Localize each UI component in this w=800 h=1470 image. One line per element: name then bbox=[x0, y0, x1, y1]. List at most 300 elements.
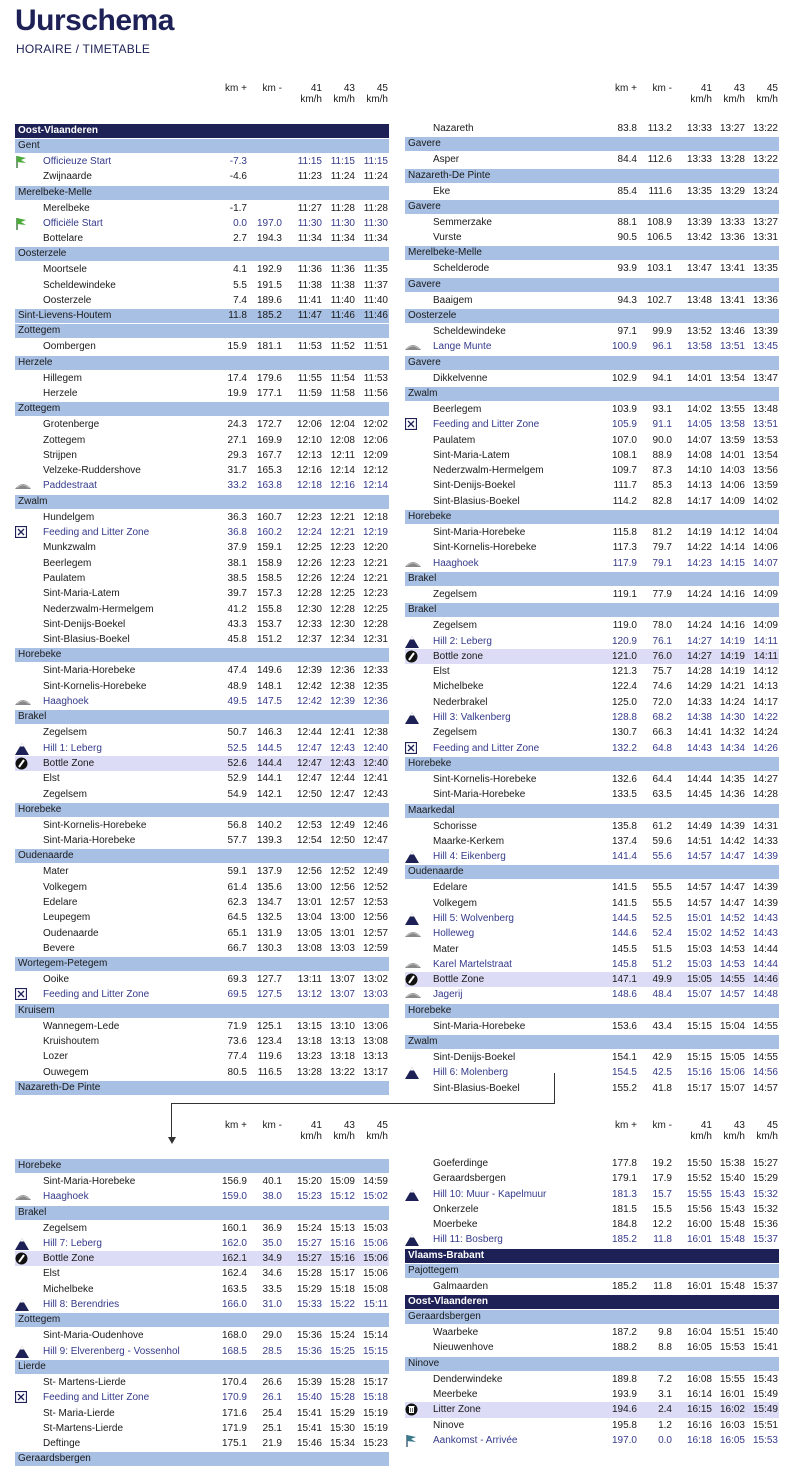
municipality-header bbox=[15, 309, 389, 323]
location-name: Scheldewindeke bbox=[433, 326, 506, 338]
time-45: 13:08 bbox=[362, 1036, 388, 1048]
municipality-name: Merelbeke-Melle bbox=[18, 186, 92, 198]
km-minus: 81.2 bbox=[652, 527, 672, 539]
km-minus: 147.5 bbox=[256, 696, 282, 708]
municipality-name: Geraardsbergen bbox=[408, 1311, 481, 1323]
time-43: 14:42 bbox=[719, 835, 745, 847]
km-plus: 147.1 bbox=[611, 974, 637, 986]
header-kmp bbox=[615, 1120, 637, 1131]
time-45: 13:13 bbox=[362, 1051, 388, 1063]
km-plus: 159.0 bbox=[221, 1191, 247, 1203]
header-label: km - bbox=[262, 1120, 282, 1131]
km-plus: -4.6 bbox=[229, 171, 247, 183]
time-41: 12:33 bbox=[296, 618, 322, 630]
km-minus: 77.9 bbox=[652, 588, 672, 600]
municipality-name: Herzele bbox=[18, 356, 53, 368]
time-43: 13:27 bbox=[719, 123, 745, 134]
time-41: 16:15 bbox=[686, 1404, 712, 1416]
timetable-row bbox=[15, 1406, 389, 1421]
time-41: 11:55 bbox=[297, 372, 322, 384]
km-plus: 130.7 bbox=[611, 727, 637, 739]
km-plus: 15.9 bbox=[227, 341, 247, 353]
time-43: 12:30 bbox=[329, 618, 355, 630]
location-name: Meerbeke bbox=[433, 1388, 478, 1400]
time-43: 16:03 bbox=[719, 1419, 745, 1431]
time-45: 11:46 bbox=[363, 310, 388, 322]
time-43: 13:58 bbox=[719, 419, 745, 431]
km-minus: 191.5 bbox=[256, 279, 282, 291]
km-plus: 187.2 bbox=[611, 1327, 637, 1339]
time-41: 12:30 bbox=[296, 603, 322, 615]
hill-icon bbox=[15, 742, 29, 755]
time-43: 12:34 bbox=[329, 634, 355, 646]
header-label: 45 bbox=[376, 1120, 388, 1131]
time-41: 12:23 bbox=[296, 511, 322, 523]
timetable-row bbox=[405, 525, 779, 540]
flow-arrow-horizontal bbox=[171, 1103, 555, 1104]
km-minus: 158.9 bbox=[256, 557, 282, 569]
location-name: Hill 1: Leberg bbox=[43, 742, 102, 754]
km-minus: 155.8 bbox=[256, 603, 282, 615]
time-45: 11:28 bbox=[363, 202, 388, 214]
location-name: Feeding and Litter Zone bbox=[43, 1392, 150, 1404]
time-41: 16:00 bbox=[686, 1219, 712, 1231]
km-plus: 155.2 bbox=[611, 1082, 637, 1094]
flow-arrow-vertical-left bbox=[171, 1103, 172, 1138]
km-minus: 68.2 bbox=[652, 712, 672, 724]
km-plus: 109.7 bbox=[611, 465, 637, 477]
time-45: 12:25 bbox=[362, 603, 388, 615]
time-45: 14:44 bbox=[752, 943, 778, 955]
timetable-row bbox=[15, 463, 389, 478]
location-name: Hill 2: Leberg bbox=[433, 635, 492, 647]
km-plus: 65.1 bbox=[227, 927, 247, 939]
km-plus: 117.3 bbox=[612, 542, 637, 554]
timetable-row bbox=[405, 695, 779, 710]
header-label: 43 bbox=[733, 83, 745, 94]
location-name: Lange Munte bbox=[433, 341, 492, 353]
municipality-name: Brakel bbox=[408, 604, 437, 616]
time-45: 15:29 bbox=[752, 1173, 778, 1185]
time-45: 14:12 bbox=[752, 666, 778, 678]
municipality-header bbox=[405, 1264, 779, 1278]
timetable-row bbox=[15, 787, 389, 802]
timetable-row bbox=[405, 1402, 779, 1417]
km-plus: 52.5 bbox=[227, 742, 247, 754]
time-41: 14:27 bbox=[686, 650, 712, 662]
time-41: 15:41 bbox=[296, 1407, 322, 1419]
location-name: Onkerzele bbox=[433, 1203, 479, 1215]
time-41: 12:47 bbox=[296, 742, 322, 754]
time-41: 15:36 bbox=[296, 1330, 322, 1342]
location-name: Haaghoek bbox=[43, 1191, 89, 1203]
time-43: 12:44 bbox=[329, 773, 355, 785]
time-41: 15:15 bbox=[686, 1020, 712, 1032]
timetable-row bbox=[405, 494, 779, 509]
location-name: Feeding and Litter Zone bbox=[43, 527, 150, 539]
time-45: 12:59 bbox=[362, 942, 388, 954]
timetable-row bbox=[405, 1232, 779, 1247]
time-41: 14:28 bbox=[686, 666, 712, 678]
km-plus: 102.9 bbox=[611, 372, 637, 384]
timetable-row bbox=[15, 617, 389, 632]
time-45: 14:11 bbox=[753, 650, 778, 662]
time-41: 14:24 bbox=[686, 620, 712, 632]
timetable-row bbox=[405, 1187, 779, 1202]
time-41: 15:55 bbox=[686, 1188, 712, 1200]
time-43: 12:56 bbox=[329, 881, 355, 893]
timetable-row bbox=[405, 587, 779, 602]
hill-icon bbox=[405, 711, 419, 724]
cobbles-icon bbox=[15, 479, 29, 492]
km-minus: 49.9 bbox=[652, 974, 672, 986]
header-s43a bbox=[723, 1120, 745, 1142]
timetable-row bbox=[405, 1202, 779, 1217]
km-minus: 160.2 bbox=[256, 527, 282, 539]
time-45: 14:57 bbox=[752, 1082, 778, 1094]
time-41: 14:05 bbox=[686, 419, 712, 431]
header-label: 45 bbox=[766, 83, 778, 94]
km-plus: 132.6 bbox=[611, 773, 637, 785]
header-kmp bbox=[225, 83, 247, 94]
municipality-name: Brakel bbox=[408, 572, 437, 584]
time-43: 15:05 bbox=[719, 1052, 745, 1064]
location-name: Nederbrakel bbox=[433, 696, 488, 708]
time-43: 16:02 bbox=[719, 1404, 745, 1416]
header-unit: km/h bbox=[366, 94, 388, 105]
municipality-name: Horebeke bbox=[18, 1160, 62, 1171]
location-name: Semmerzake bbox=[433, 216, 492, 228]
km-plus: 133.5 bbox=[611, 789, 637, 801]
location-name: Zegelsem bbox=[43, 727, 87, 739]
timetable-row bbox=[15, 632, 389, 647]
time-41: 15:24 bbox=[296, 1222, 322, 1234]
time-43: 12:36 bbox=[329, 665, 355, 677]
hill-icon bbox=[15, 1345, 29, 1358]
km-plus: 17.4 bbox=[227, 372, 247, 384]
timetable-row bbox=[15, 1266, 389, 1281]
km-minus: 72.0 bbox=[652, 696, 672, 708]
km-plus: 52.6 bbox=[227, 757, 247, 769]
location-name: Vurste bbox=[433, 232, 462, 244]
time-41: 15:36 bbox=[296, 1345, 322, 1357]
municipality-header bbox=[15, 803, 389, 817]
location-name: Sint-Maria-Oudenhove bbox=[43, 1330, 144, 1342]
km-minus: 59.6 bbox=[652, 835, 672, 847]
time-45: 15:19 bbox=[362, 1407, 388, 1419]
time-43: 12:28 bbox=[329, 603, 355, 615]
time-45: 13:56 bbox=[752, 465, 778, 477]
time-43: 12:16 bbox=[329, 480, 355, 492]
km-minus: 19.2 bbox=[652, 1158, 672, 1169]
time-43: 11:54 bbox=[330, 372, 355, 384]
location-name: Goeferdinge bbox=[433, 1158, 489, 1169]
location-name: Hill 10: Muur - Kapelmuur bbox=[433, 1188, 547, 1200]
location-name: Merelbeke bbox=[43, 202, 90, 214]
location-name: Nederzwalm-Hermelgem bbox=[43, 603, 154, 615]
hill-icon bbox=[405, 635, 419, 648]
time-43: 12:38 bbox=[329, 680, 355, 692]
municipality-name: Zwalm bbox=[408, 387, 438, 399]
time-41: 11:34 bbox=[297, 233, 322, 245]
time-45: 14:39 bbox=[752, 851, 778, 863]
km-plus: 170.4 bbox=[221, 1376, 247, 1388]
km-minus: 197.0 bbox=[256, 217, 282, 229]
time-43: 11:28 bbox=[330, 202, 355, 214]
km-plus: 29.3 bbox=[227, 449, 247, 461]
cobbles-icon bbox=[15, 695, 29, 708]
time-45: 14:27 bbox=[752, 773, 778, 785]
time-41: 14:02 bbox=[686, 403, 712, 415]
location-name: Holleweg bbox=[433, 928, 475, 940]
km-plus: 120.9 bbox=[611, 635, 637, 647]
km-plus: 107.0 bbox=[611, 434, 637, 446]
time-43: 15:43 bbox=[719, 1203, 745, 1215]
time-41: 14:22 bbox=[686, 542, 712, 554]
time-43: 15:48 bbox=[719, 1219, 745, 1231]
km-plus: -7.3 bbox=[229, 156, 247, 167]
header-unit: km/h bbox=[723, 94, 745, 105]
time-45: 12:40 bbox=[362, 757, 388, 769]
header-s43a bbox=[333, 1120, 355, 1142]
municipality-name: Gavere bbox=[408, 356, 441, 368]
km-minus: 82.8 bbox=[652, 495, 672, 507]
timetable-row bbox=[15, 231, 389, 246]
time-41: 13:23 bbox=[296, 1051, 322, 1063]
time-43: 12:57 bbox=[329, 896, 355, 908]
km-minus: 48.4 bbox=[652, 989, 672, 1001]
municipality-name: Zottegem bbox=[18, 1314, 61, 1326]
km-plus: 66.7 bbox=[227, 942, 247, 954]
header-label: 43 bbox=[733, 1120, 745, 1131]
time-43: 14:47 bbox=[719, 897, 745, 909]
km-plus: 119.0 bbox=[612, 620, 637, 632]
page-title: Uurschema bbox=[15, 4, 174, 37]
time-45: 13:45 bbox=[752, 341, 778, 353]
time-41: 11:47 bbox=[297, 310, 322, 322]
km-minus: 159.1 bbox=[256, 542, 282, 554]
time-41: 13:08 bbox=[296, 942, 322, 954]
timetable-row bbox=[405, 448, 779, 463]
time-43: 12:23 bbox=[329, 557, 355, 569]
time-45: 12:06 bbox=[362, 434, 388, 446]
timetable-row bbox=[405, 1372, 779, 1387]
header-s41a bbox=[690, 1120, 712, 1142]
km-minus: 132.5 bbox=[256, 912, 282, 924]
km-plus: 144.5 bbox=[611, 912, 637, 924]
time-43: 11:15 bbox=[330, 156, 355, 167]
time-45: 11:37 bbox=[363, 279, 388, 291]
time-43: 15:29 bbox=[329, 1407, 355, 1419]
municipality-header bbox=[405, 603, 779, 617]
location-name: Sint-Maria-Latem bbox=[433, 449, 510, 461]
location-name: Bottle Zone bbox=[43, 757, 95, 769]
time-43: 15:22 bbox=[329, 1299, 355, 1311]
km-minus: 165.3 bbox=[256, 465, 282, 477]
time-45: 11:51 bbox=[363, 341, 388, 353]
time-43: 12:41 bbox=[329, 727, 355, 739]
time-43: 15:28 bbox=[329, 1376, 355, 1388]
time-43: 15:13 bbox=[329, 1222, 355, 1234]
km-plus: 122.4 bbox=[611, 681, 637, 693]
km-minus: 17.9 bbox=[652, 1173, 672, 1185]
km-plus: 38.1 bbox=[227, 557, 247, 569]
location-name: Hill 11: Bosberg bbox=[433, 1234, 503, 1246]
km-plus: -1.7 bbox=[229, 202, 247, 214]
time-43: 14:15 bbox=[719, 557, 745, 569]
municipality-header bbox=[15, 356, 389, 370]
time-41: 13:58 bbox=[686, 341, 712, 353]
header-kmm bbox=[263, 83, 282, 94]
municipality-name: Brakel bbox=[18, 711, 47, 723]
location-name: Hill 4: Eikenberg bbox=[433, 851, 506, 863]
time-45: 14:48 bbox=[752, 989, 778, 1001]
km-minus: 34.6 bbox=[262, 1268, 282, 1280]
km-plus: 47.4 bbox=[227, 665, 247, 677]
timetable-row bbox=[405, 1050, 779, 1065]
km-plus: 50.7 bbox=[227, 727, 247, 739]
location-name: Nazareth bbox=[433, 123, 474, 134]
time-45: 15:14 bbox=[362, 1330, 388, 1342]
time-41: 15:05 bbox=[686, 974, 712, 986]
time-45: 14:59 bbox=[362, 1176, 388, 1187]
time-41: 14:23 bbox=[686, 557, 712, 569]
location-name: Moortsele bbox=[43, 264, 87, 276]
time-43: 12:39 bbox=[329, 696, 355, 708]
location-name: Sint-Blasius-Boekel bbox=[43, 634, 130, 646]
location-name: Galmaarden bbox=[433, 1280, 489, 1292]
timetable-row bbox=[405, 741, 779, 756]
time-43: 14:32 bbox=[719, 727, 745, 739]
time-43: 15:48 bbox=[719, 1280, 745, 1292]
timetable-row bbox=[405, 987, 779, 1002]
km-minus: 12.2 bbox=[652, 1219, 672, 1231]
hill-icon bbox=[15, 1237, 29, 1250]
timetable-row bbox=[15, 1328, 389, 1343]
time-45: 12:23 bbox=[362, 588, 388, 600]
time-41: 12:44 bbox=[296, 727, 322, 739]
km-minus: 106.5 bbox=[646, 232, 672, 244]
km-plus: 56.8 bbox=[227, 819, 247, 831]
time-41: 14:49 bbox=[686, 820, 712, 832]
timetable-row bbox=[15, 1034, 389, 1049]
municipality-header bbox=[405, 278, 779, 292]
time-43: 15:28 bbox=[329, 1392, 355, 1404]
timetable-row bbox=[405, 1081, 779, 1096]
km-minus: 25.1 bbox=[262, 1422, 282, 1434]
km-minus: 43.4 bbox=[652, 1020, 672, 1032]
time-45: 14:13 bbox=[752, 681, 778, 693]
location-name: Zottegem bbox=[43, 434, 86, 446]
flag-icon bbox=[15, 155, 29, 168]
km-plus: 59.1 bbox=[227, 866, 247, 878]
time-45: 15:11 bbox=[363, 1299, 388, 1311]
location-name: Zegelsem bbox=[43, 788, 87, 800]
timetable-row bbox=[405, 942, 779, 957]
km-minus: 35.0 bbox=[262, 1237, 282, 1249]
time-43: 16:01 bbox=[719, 1388, 745, 1400]
time-41: 14:07 bbox=[686, 434, 712, 446]
time-43: 13:18 bbox=[329, 1051, 355, 1063]
timetable-row bbox=[15, 448, 389, 463]
time-41: 14:24 bbox=[686, 588, 712, 600]
km-plus: 90.5 bbox=[617, 232, 637, 244]
location-name: Beerlegem bbox=[433, 403, 482, 415]
timetable-row bbox=[15, 725, 389, 740]
time-43: 11:24 bbox=[330, 171, 355, 183]
municipality-name: Zottegem bbox=[18, 403, 61, 415]
timetable-row bbox=[405, 849, 779, 864]
time-45: 15:32 bbox=[752, 1188, 778, 1200]
time-41: 15:02 bbox=[686, 928, 712, 940]
timetable-row bbox=[405, 880, 779, 895]
timetable-row bbox=[15, 540, 389, 555]
km-plus: 175.1 bbox=[221, 1438, 247, 1450]
location-name: Hillegem bbox=[43, 372, 82, 384]
timetable-row bbox=[15, 417, 389, 432]
km-minus: 140.2 bbox=[256, 819, 282, 831]
hill-icon bbox=[405, 850, 419, 863]
km-plus: 4.1 bbox=[233, 264, 247, 276]
time-41: 15:52 bbox=[686, 1173, 712, 1185]
time-43: 15:07 bbox=[719, 1082, 745, 1094]
time-43: 12:52 bbox=[329, 866, 355, 878]
time-43: 14:57 bbox=[719, 989, 745, 1001]
timetable-row bbox=[15, 910, 389, 925]
header-label: 43 bbox=[343, 83, 355, 94]
timetable-row bbox=[15, 771, 389, 786]
km-minus: 78.0 bbox=[652, 620, 672, 632]
time-41: 15:33 bbox=[296, 1299, 322, 1311]
km-minus: 142.1 bbox=[256, 788, 282, 800]
location-name: Oudenaarde bbox=[43, 927, 99, 939]
time-45: 13:24 bbox=[752, 185, 778, 197]
municipality-header bbox=[405, 356, 779, 370]
time-45: 13:48 bbox=[752, 403, 778, 415]
time-43: 14:01 bbox=[719, 449, 745, 461]
time-43: 12:25 bbox=[329, 588, 355, 600]
time-41: 13:52 bbox=[686, 326, 712, 338]
location-name: Paulatem bbox=[43, 572, 86, 584]
location-name: Bottle Zone bbox=[433, 974, 485, 986]
km-plus: 19.9 bbox=[227, 387, 247, 399]
time-41: 11:27 bbox=[297, 202, 322, 214]
hill-icon bbox=[405, 1066, 419, 1079]
municipality-header bbox=[15, 139, 389, 153]
header-label: km - bbox=[652, 1120, 672, 1131]
time-43: 13:01 bbox=[329, 927, 355, 939]
time-43: 12:49 bbox=[329, 819, 355, 831]
time-45: 15:06 bbox=[362, 1253, 388, 1265]
time-45: 11:34 bbox=[363, 233, 388, 245]
km-plus: 156.9 bbox=[221, 1176, 247, 1187]
time-41: 12:28 bbox=[296, 588, 322, 600]
location-name: Sint-Maria-Horebeke bbox=[43, 835, 136, 847]
municipality-name: Horebeke bbox=[408, 511, 452, 523]
time-45: 12:18 bbox=[362, 511, 388, 523]
location-name: Michelbeke bbox=[43, 1283, 94, 1295]
time-41: 15:41 bbox=[296, 1422, 322, 1434]
time-43: 13:36 bbox=[719, 232, 745, 244]
km-plus: 31.7 bbox=[227, 465, 247, 477]
time-41: 13:15 bbox=[296, 1020, 322, 1032]
feed-icon bbox=[405, 742, 419, 755]
time-41: 14:44 bbox=[686, 773, 712, 785]
time-43: 15:53 bbox=[719, 1342, 745, 1354]
municipality-header bbox=[405, 309, 779, 323]
header-s43a bbox=[333, 83, 355, 105]
time-43: 14:09 bbox=[719, 495, 745, 507]
